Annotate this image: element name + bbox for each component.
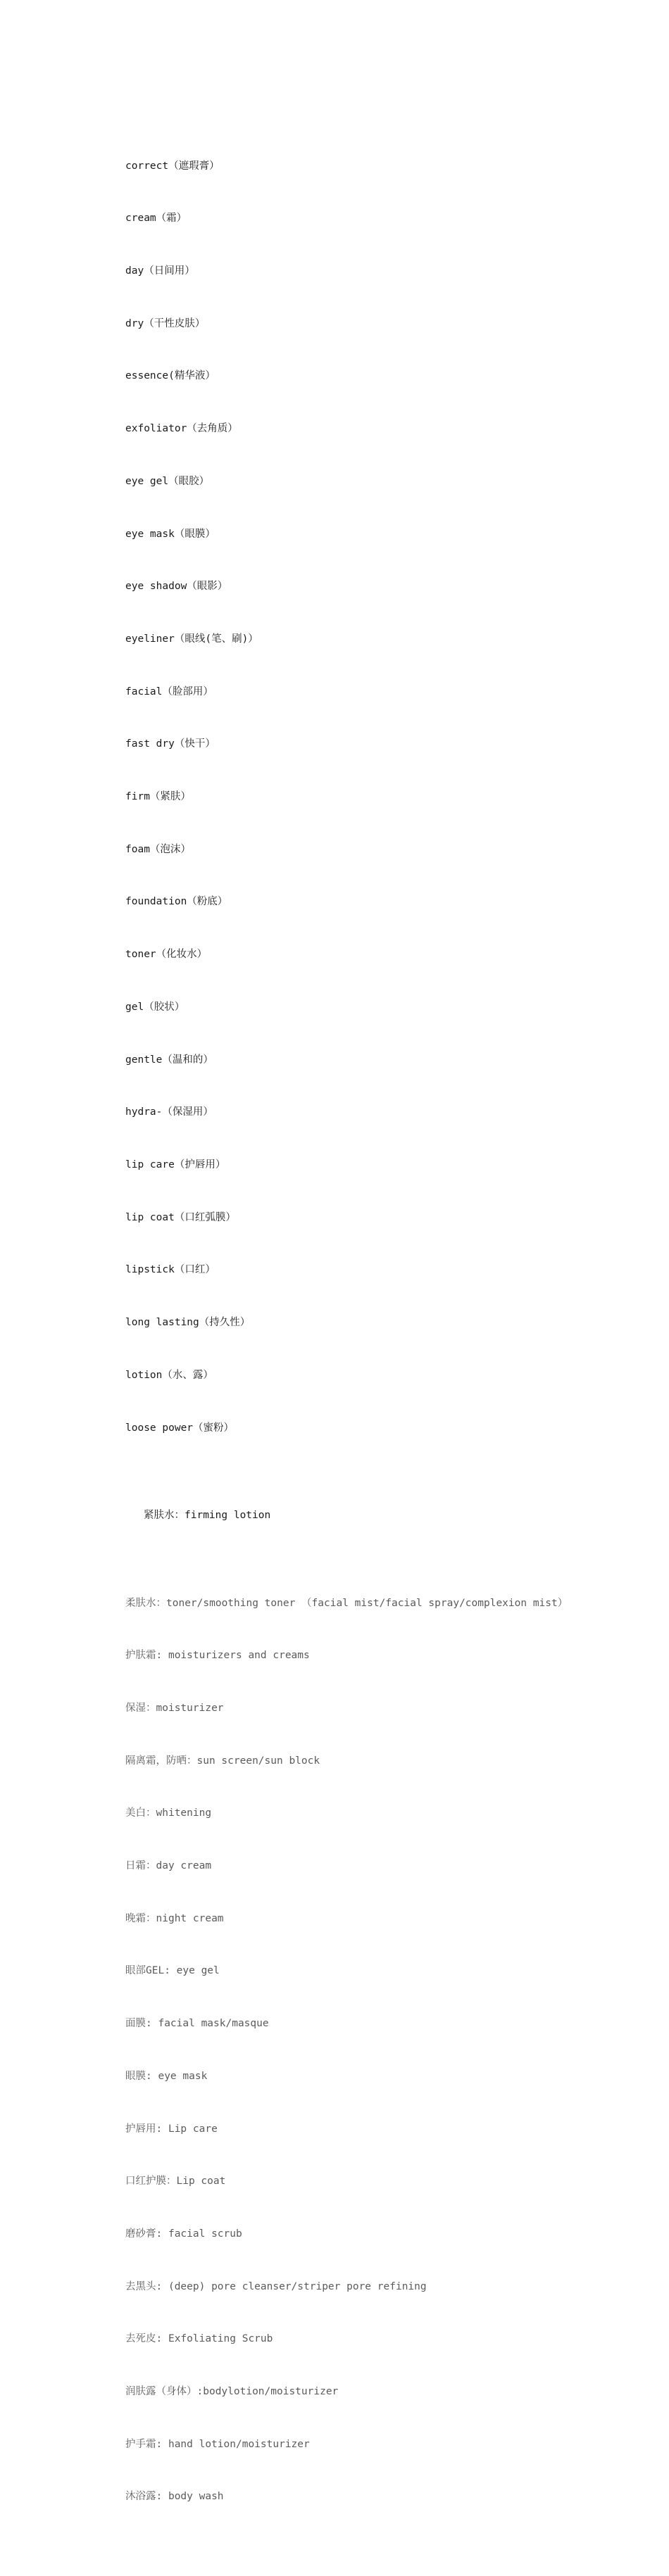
translation-line: 柔肤水：toner/smoothing toner （facial mist/facial spray/complexion mist） bbox=[125, 1597, 568, 1609]
glossary-line: lip coat（口红弧膜） bbox=[125, 1211, 236, 1223]
glossary-line: exfoliator（去角质） bbox=[125, 423, 238, 435]
glossary-line: hydra-（保湿用） bbox=[125, 1106, 213, 1118]
glossary-line: eye gel（眼胶） bbox=[125, 475, 210, 487]
translation-line: 面膜: facial mask/masque bbox=[125, 2018, 269, 2030]
glossary-line: fast dry（快干） bbox=[125, 738, 215, 750]
glossary-line: foundation（粉底） bbox=[125, 896, 228, 908]
glossary-line: day（日间用） bbox=[125, 265, 195, 277]
translation-list bbox=[125, 1560, 618, 2541]
glossary-line: correct（遮瑕膏） bbox=[125, 160, 220, 172]
glossary-line: eye mask（眼膜） bbox=[125, 528, 215, 540]
translation-line: 日霜：day cream bbox=[125, 1860, 212, 1872]
glossary-list bbox=[125, 122, 618, 1472]
glossary-line: dry（干性皮肤） bbox=[125, 317, 206, 329]
glossary-line: lipstick（口红） bbox=[125, 1264, 215, 1276]
translation-line: 护手霜: hand lotion/moisturizer bbox=[125, 2438, 310, 2450]
glossary-line: facial（脸部用） bbox=[125, 686, 213, 697]
glossary-line: cream（霜） bbox=[125, 213, 187, 225]
translation-line: 护肤霜: moisturizers and creams bbox=[125, 1650, 310, 1662]
translation-line: 眼部GEL: eye gel bbox=[125, 1965, 220, 1977]
indented-line: 紧肤水：firming lotion bbox=[144, 1510, 271, 1522]
glossary-line: eye shadow（眼影） bbox=[125, 581, 228, 593]
translation-line: 润肤露（身体）:bodylotion/moisturizer bbox=[125, 2386, 339, 2398]
glossary-line: firm（紧肤） bbox=[125, 791, 191, 803]
glossary-line: lip care（护唇用） bbox=[125, 1158, 226, 1170]
glossary-line: foam（泡沫） bbox=[125, 843, 191, 855]
translation-line: 护唇用: Lip care bbox=[125, 2123, 218, 2135]
translation-line: 磨砂膏: facial scrub bbox=[125, 2228, 242, 2240]
glossary-line: eyeliner（眼线(笔、刷)） bbox=[125, 633, 258, 645]
glossary-line: gentle（温和的） bbox=[125, 1054, 213, 1066]
translation-line: 隔离霜，防晒：sun screen/sun block bbox=[125, 1755, 320, 1767]
document-body bbox=[125, 87, 618, 2576]
translation-line: 去黑头: (deep) pore cleanser/striper pore refining bbox=[125, 2280, 427, 2292]
translation-line: 美白：whitening bbox=[125, 1807, 212, 1819]
glossary-line: gel（胶状） bbox=[125, 1001, 185, 1013]
glossary-line: toner（化妆水） bbox=[125, 949, 208, 961]
translation-line: 口红护膜：Lip coat bbox=[125, 2176, 226, 2187]
translation-line: 沐浴露: body wash bbox=[125, 2491, 224, 2503]
glossary-line: lotion（水、露） bbox=[125, 1369, 213, 1381]
translation-line: 保湿：moisturizer bbox=[125, 1702, 224, 1714]
glossary-line: essence(精华液） bbox=[125, 370, 215, 382]
translation-line: 去死皮: Exfoliating Scrub bbox=[125, 2333, 273, 2345]
glossary-line: long lasting（持久性） bbox=[125, 1317, 251, 1329]
glossary-line: loose power（蜜粉） bbox=[125, 1422, 235, 1434]
translation-line: 眼膜: eye mask bbox=[125, 2070, 208, 2082]
translation-line: 晚霜：night cream bbox=[125, 1912, 224, 1924]
